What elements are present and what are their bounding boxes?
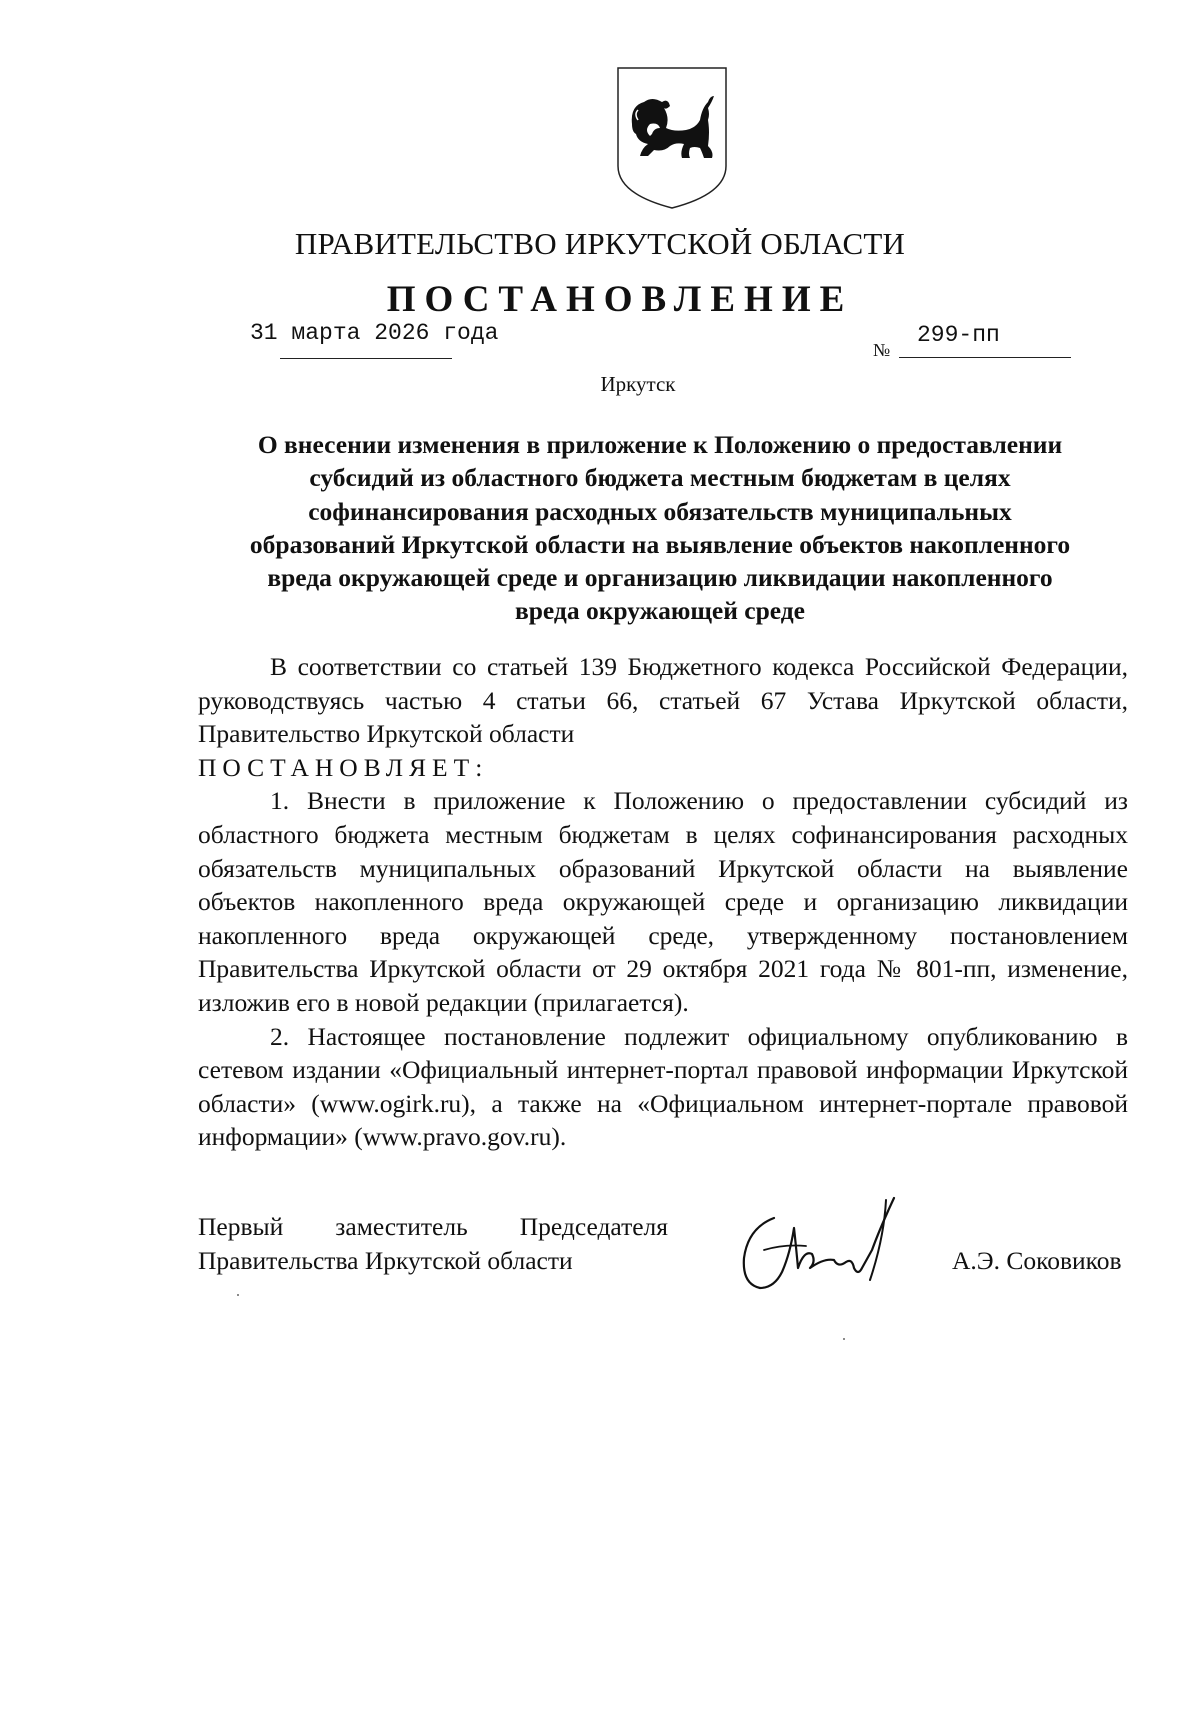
document-number: 299-пп [917, 322, 1000, 348]
signature-icon [734, 1188, 924, 1296]
position-line: Первый заместитель Председателя [198, 1212, 668, 1241]
document-date: 31 марта 2026 года [250, 320, 499, 346]
title-line: субсидий из областного бюджета местным бюджетам в целях [309, 463, 1011, 493]
scan-artifact [843, 1338, 845, 1340]
number-sign: № [873, 340, 891, 360]
decree-word: ПОСТАНОВЛЯЕТ: [198, 752, 489, 782]
document-body [198, 650, 1128, 1154]
city: Иркутск [600, 372, 676, 396]
preamble-paragraph: В соответствии со статьей 139 Бюджетного кодекса Российской Федерации, руководствуясь частью 4 статьи 66, статьей 67 Устава Иркутской области, Правительство Иркутской области [198, 652, 1128, 749]
signatory-position [198, 1210, 668, 1278]
coat-of-arms-icon [614, 62, 730, 210]
title-line: вреда окружающей среде и организацию ликвидации накопленного [267, 563, 1053, 593]
title-line: софинансирования расходных обязательств муниципальных [308, 496, 1012, 526]
scan-artifact [237, 1294, 239, 1296]
number-underline [899, 357, 1071, 358]
signer-name: А.Э. Соковиков [952, 1246, 1122, 1275]
title-line: образований Иркутской области на выявление объектов накопленного [249, 529, 1071, 559]
item-paragraph-2: 2. Настоящее постановление подлежит официальному опубликованию в сетевом издании «Официальный интернет-портал правовой информации Иркутской области» (www.ogirk.ru), а также на «Официальном интернет-портале правовой информации» (www.pravo.gov.ru). [198, 1021, 1128, 1152]
title-line: О внесении изменения в приложение к Положению о предоставлении [257, 430, 1063, 459]
date-underline [280, 358, 452, 359]
title-line: вреда окружающей среде [514, 596, 805, 626]
organization-name: ПРАВИТЕЛЬСТВО ИРКУТСКОЙ ОБЛАСТИ [294, 226, 906, 261]
document-title [190, 428, 1130, 628]
item-paragraph-1: 1. Внести в приложение к Положению о предоставлении субсидий из областного бюджета местным бюджетам в целях софинансирования расходных обязательств муниципальных образований Иркутской области на выявление объектов накопленного вреда окружающей среде и организацию ликвидации накопленного вреда окружающей среде, утвержденному постановлением Правительства Иркутской области от 29 октября 2021 года № 801-пп, изменение, изложив его в новой редакции (прилагается). [198, 786, 1128, 1017]
position-line: Правительства Иркутской области [198, 1246, 573, 1275]
document-type: ПОСТАНОВЛЕНИЕ [386, 279, 854, 320]
